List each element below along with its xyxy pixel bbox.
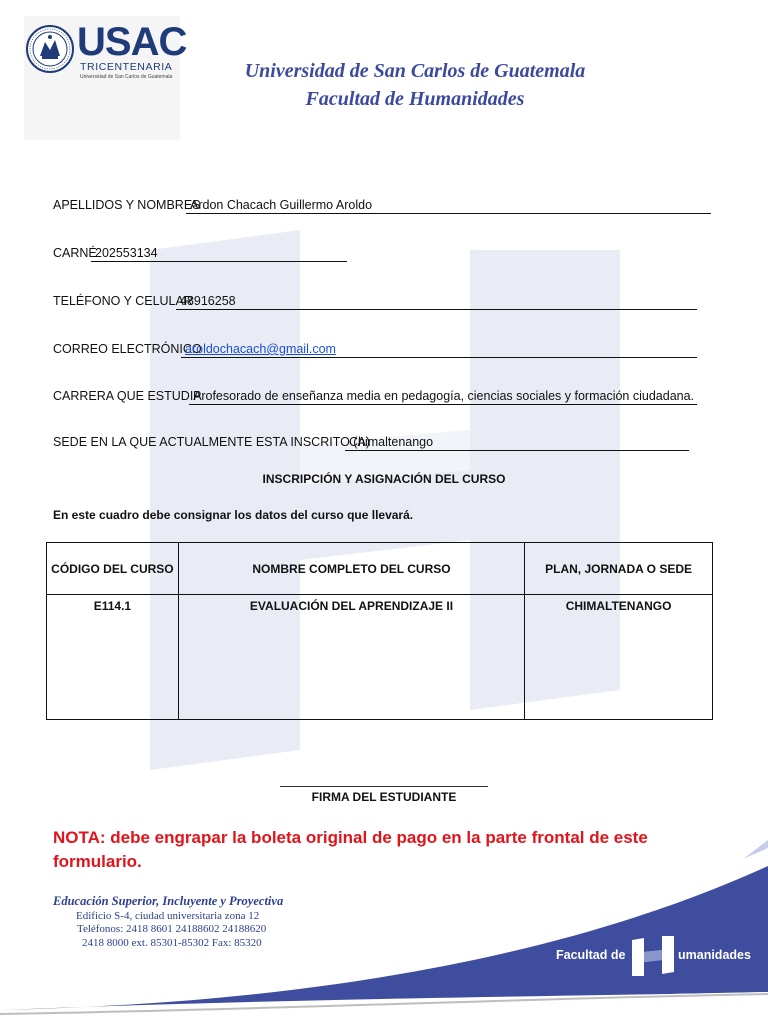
faculty-logo-right-text: umanidades: [678, 948, 751, 962]
field-phone-label: TELÉFONO Y CELULAR: [53, 294, 193, 308]
section-title: INSCRIPCIÓN Y ASIGNACIÓN DEL CURSO: [262, 472, 506, 486]
field-name-value[interactable]: Ardon Chacach Guillermo Aroldo: [186, 196, 711, 214]
field-name: [53, 196, 373, 214]
field-name-label: APELLIDOS Y NOMBRES: [53, 198, 201, 212]
cell-course-code[interactable]: E114.1: [47, 595, 179, 720]
faculty-name: Facultad de Humanidades: [305, 88, 525, 110]
logo-subtitle: Universidad de San Carlos de Guatemala: [80, 74, 173, 80]
field-phone: [53, 292, 236, 310]
column-header-plan: PLAN, JORNADA O SEDE: [525, 543, 713, 595]
field-phone-value[interactable]: 48916258: [176, 292, 697, 310]
email-link[interactable]: aroldochacach@gmail.com: [185, 342, 336, 356]
course-table: [46, 542, 713, 720]
field-campus-label: SEDE EN LA QUE ACTUALMENTE ESTA INSCRITO (A): [53, 435, 370, 449]
faculty-logo: [552, 930, 757, 980]
field-email: [53, 340, 336, 358]
field-carne-label: CARNÉ: [53, 246, 97, 260]
signature-line[interactable]: [280, 786, 488, 787]
field-carne: [53, 244, 158, 262]
signature-label: FIRMA DEL ESTUDIANTE: [311, 790, 457, 804]
field-career: [53, 387, 695, 405]
nota-warning: NOTA: debe engrapar la boleta original de pago en la parte frontal de este formulario.: [53, 828, 648, 871]
field-email-label: CORREO ELECTRÓNICO: [53, 342, 202, 356]
usac-wordmark: USAC: [77, 20, 187, 64]
footer-address-line: Teléfonos: 2418 8601 24188602 24188620: [77, 923, 267, 935]
field-carne-value[interactable]: 202553134: [91, 244, 347, 262]
field-email-value[interactable]: [181, 340, 697, 358]
table-row: [47, 595, 713, 720]
table-header-row: [47, 543, 713, 595]
field-campus: [53, 433, 434, 451]
footer-address-line: Edificio S-4, ciudad universitaria zona 12: [76, 910, 260, 922]
faculty-logo-left-text: Facultad de: [556, 948, 626, 962]
cell-course-plan[interactable]: CHIMALTENANGO: [525, 595, 713, 720]
column-header-code: CÓDIGO DEL CURSO: [47, 543, 179, 595]
instruction-text: En este cuadro debe consignar los datos del curso que llevará.: [53, 508, 414, 522]
field-career-value[interactable]: Profesorado de enseñanza media en pedagogía, ciencias sociales y formación ciudadana.: [189, 387, 697, 405]
faculty-h-icon: [628, 932, 678, 978]
column-header-name: NOMBRE COMPLETO DEL CURSO: [178, 543, 524, 595]
footer-slogan: Educación Superior, Incluyente y Proyectiva: [53, 894, 284, 908]
university-name: Universidad de San Carlos de Guatemala: [244, 60, 586, 82]
field-campus-value[interactable]: Chimaltenango: [345, 433, 689, 451]
logo-tagline: TRICENTENARIA: [80, 61, 173, 73]
field-career-label: CARRERA QUE ESTUDIA: [53, 389, 202, 403]
footer-address-line: 2418 8000 ext. 85301-85302 Fax: 85320: [82, 937, 262, 949]
cell-course-name[interactable]: EVALUACIÓN DEL APRENDIZAJE II: [178, 595, 524, 720]
